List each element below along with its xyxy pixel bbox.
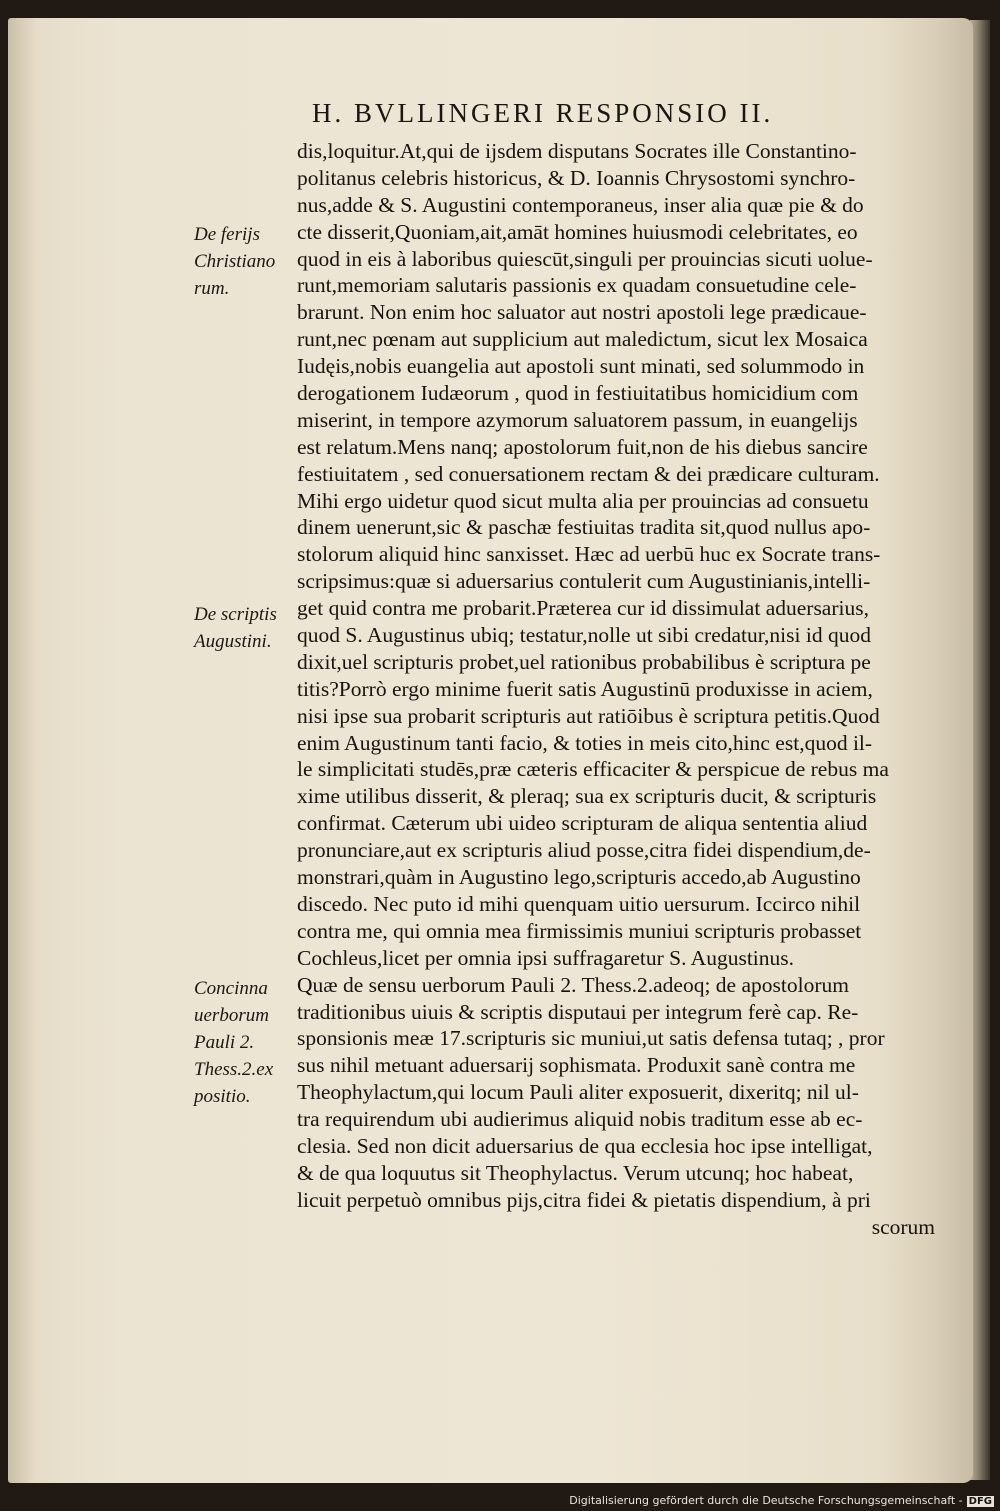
text-line: monstrari,quàm in Augustino lego,scripturis accedo,ab Augustino: [297, 865, 861, 890]
marginal-line: Pauli 2.: [194, 1031, 255, 1053]
text-line: Cochleus,licet per omnia ipsi suffragaretur S. Augustinus.: [297, 945, 795, 970]
marginal-line: De ferijs: [194, 224, 260, 245]
text-line: sponsionis meæ 17.scripturis sic muniui,ut satis defensa tutaq; , pror: [297, 1026, 885, 1051]
text-line: derogationem Iudæorum , quod in festiuitatibus homicidium com: [297, 381, 859, 406]
text-line: get quid contra me probarit.Præterea cur id dissimulat aduersarius,: [297, 596, 869, 621]
text-line: festiuitatem , sed conuersationem rectam & dei prædicare culturam.: [297, 461, 880, 486]
text-line: xime utilibus disserit, & pleraq; sua ex scripturis ducit, & scripturis: [297, 784, 877, 809]
catchword: scorum: [871, 1214, 935, 1239]
text-line: Quæ de sensu uerborum Pauli 2. Thess.2.adeoq; de apostolorum: [297, 972, 849, 997]
text-line: Mihi ergo uidetur quod sicut multa alia per prouincias ad consuetu: [297, 488, 869, 513]
text-line: brarunt. Non enim hoc saluator aut nostri apostoli lege prædicaue-: [297, 300, 867, 325]
marginal-line: Augustini.: [194, 630, 272, 652]
text-line: le simplicitati studēs,præ cæteris efficaciter & perspicue de rebus ma: [297, 757, 889, 782]
text-line: titis?Porrò ergo minime fuerit satis Augustinū produxisse in aciem,: [297, 676, 873, 701]
text-line: nus,adde & S. Augustini contemporaneus, inser alia quæ pie & do: [297, 192, 864, 217]
marginal-line: positio.: [194, 1085, 251, 1107]
text-line: discedo. Nec puto id mihi quenquam uitio uersurum. Iccirco nihil: [297, 891, 861, 916]
marginal-line: Thess.2.ex: [194, 1058, 274, 1080]
text-line: quod in eis à laboribus quiescūt,singuli per prouincias sicuti uolue-: [297, 246, 873, 271]
dfg-logo: DFG: [968, 1496, 992, 1507]
footer-credit: [569, 1494, 994, 1507]
body-text: [297, 138, 957, 1241]
text-line: Theophylactum,qui locum Pauli aliter exposuerit, dixeritq; nil ul-: [297, 1080, 859, 1105]
text-line: scripsimus:quæ si aduersarius contulerit cum Augustinianis,intelli-: [297, 569, 871, 594]
marginal-line: uerborum: [194, 1004, 269, 1026]
marginal-line: Concinna: [194, 978, 268, 999]
text-line: & de qua loquutus sit Theophylactus. Verum utcunq; hoc habeat,: [297, 1160, 854, 1185]
text-line: nisi ipse sua probarit scripturis aut ratiōibus è scriptura petitis.Quod: [297, 703, 880, 728]
footer-text: Digitalisierung gefördert durch die Deutsche Forschungsgemeinschaft -: [569, 1494, 963, 1507]
marginal-line: Christiano: [194, 250, 276, 272]
marginal-note-3: [194, 976, 273, 1111]
marginal-line: rum.: [194, 277, 230, 299]
marginal-note-1: [194, 222, 275, 303]
text-line: Iudęis,nobis euangelia aut apostoli sunt minati, sed solummodo in: [297, 354, 865, 379]
text-line: politanus celebris historicus, & D. Ioannis Chrysostomi synchro-: [297, 165, 856, 190]
running-title: H. BVLLINGERI RESPONSIO II.: [312, 98, 774, 128]
text-line: licuit perpetuò omnibus pijs,citra fidei & pietatis dispendium, à pri: [297, 1187, 871, 1212]
marginal-note-2: [194, 602, 277, 656]
text-line: miserint, in tempore azymorum saluatorem passum, in euangelijs: [297, 407, 858, 432]
text-line: clesia. Sed non dicit aduersarius de qua ecclesia hoc ipse intelligat,: [297, 1133, 873, 1158]
text-line: confirmat. Cæterum ubi uideo scripturam de aliqua sententia aliud: [297, 811, 868, 836]
page-edge: [970, 20, 990, 1480]
text-line: runt,nec pœnam aut supplicium aut maledictum, sicut lex Mosaica: [297, 327, 868, 352]
text-line: dis,loquitur.At,qui de ijsdem disputans Socrates ille Constantino-: [297, 139, 857, 163]
text-line: dinem uenerunt,sic & paschæ festiuitas tradita sit,quod nullus apo-: [297, 515, 871, 540]
text-line: sus nihil metuant aduersarij sophismata. Produxit sanè contra me: [297, 1053, 856, 1078]
text-line: tra requirendum ubi audierimus aliquid nobis traditum esse ab ec-: [297, 1107, 863, 1132]
text-line: stolorum aliquid hinc sanxisset. Hæc ad uerbū huc ex Socrate trans-: [297, 542, 881, 567]
text-line: enim Augustinum tanti facio, & toties in meis cito,hinc est,quod il-: [297, 730, 873, 755]
text-line: cte disserit,Quoniam,ait,amāt homines huiusmodi celebritates, eo: [297, 219, 858, 244]
text-line: est relatum.Mens nanq; apostolorum fuit,non de his diebus sancire: [297, 434, 868, 459]
text-line: traditionibus uiuis & scriptis disputaui per integrum ferè cap. Re-: [297, 999, 859, 1024]
text-line: pronunciare,aut ex scripturis aliud posse,citra fidei dispendium,de-: [297, 838, 871, 863]
text-line: contra me, qui omnia mea firmissimis muniui scripturis probasset: [297, 918, 862, 943]
text-line: quod S. Augustinus ubiq; testatur,nolle ut sibi credatur,nisi id quod: [297, 623, 871, 648]
text-line: runt,memoriam salutaris passionis ex quadam consuetudine cele-: [297, 273, 857, 298]
marginal-line: De scriptis: [194, 604, 277, 625]
text-line: dixit,uel scripturis probet,uel rationibus probabilibus è scriptura pe: [297, 649, 871, 674]
